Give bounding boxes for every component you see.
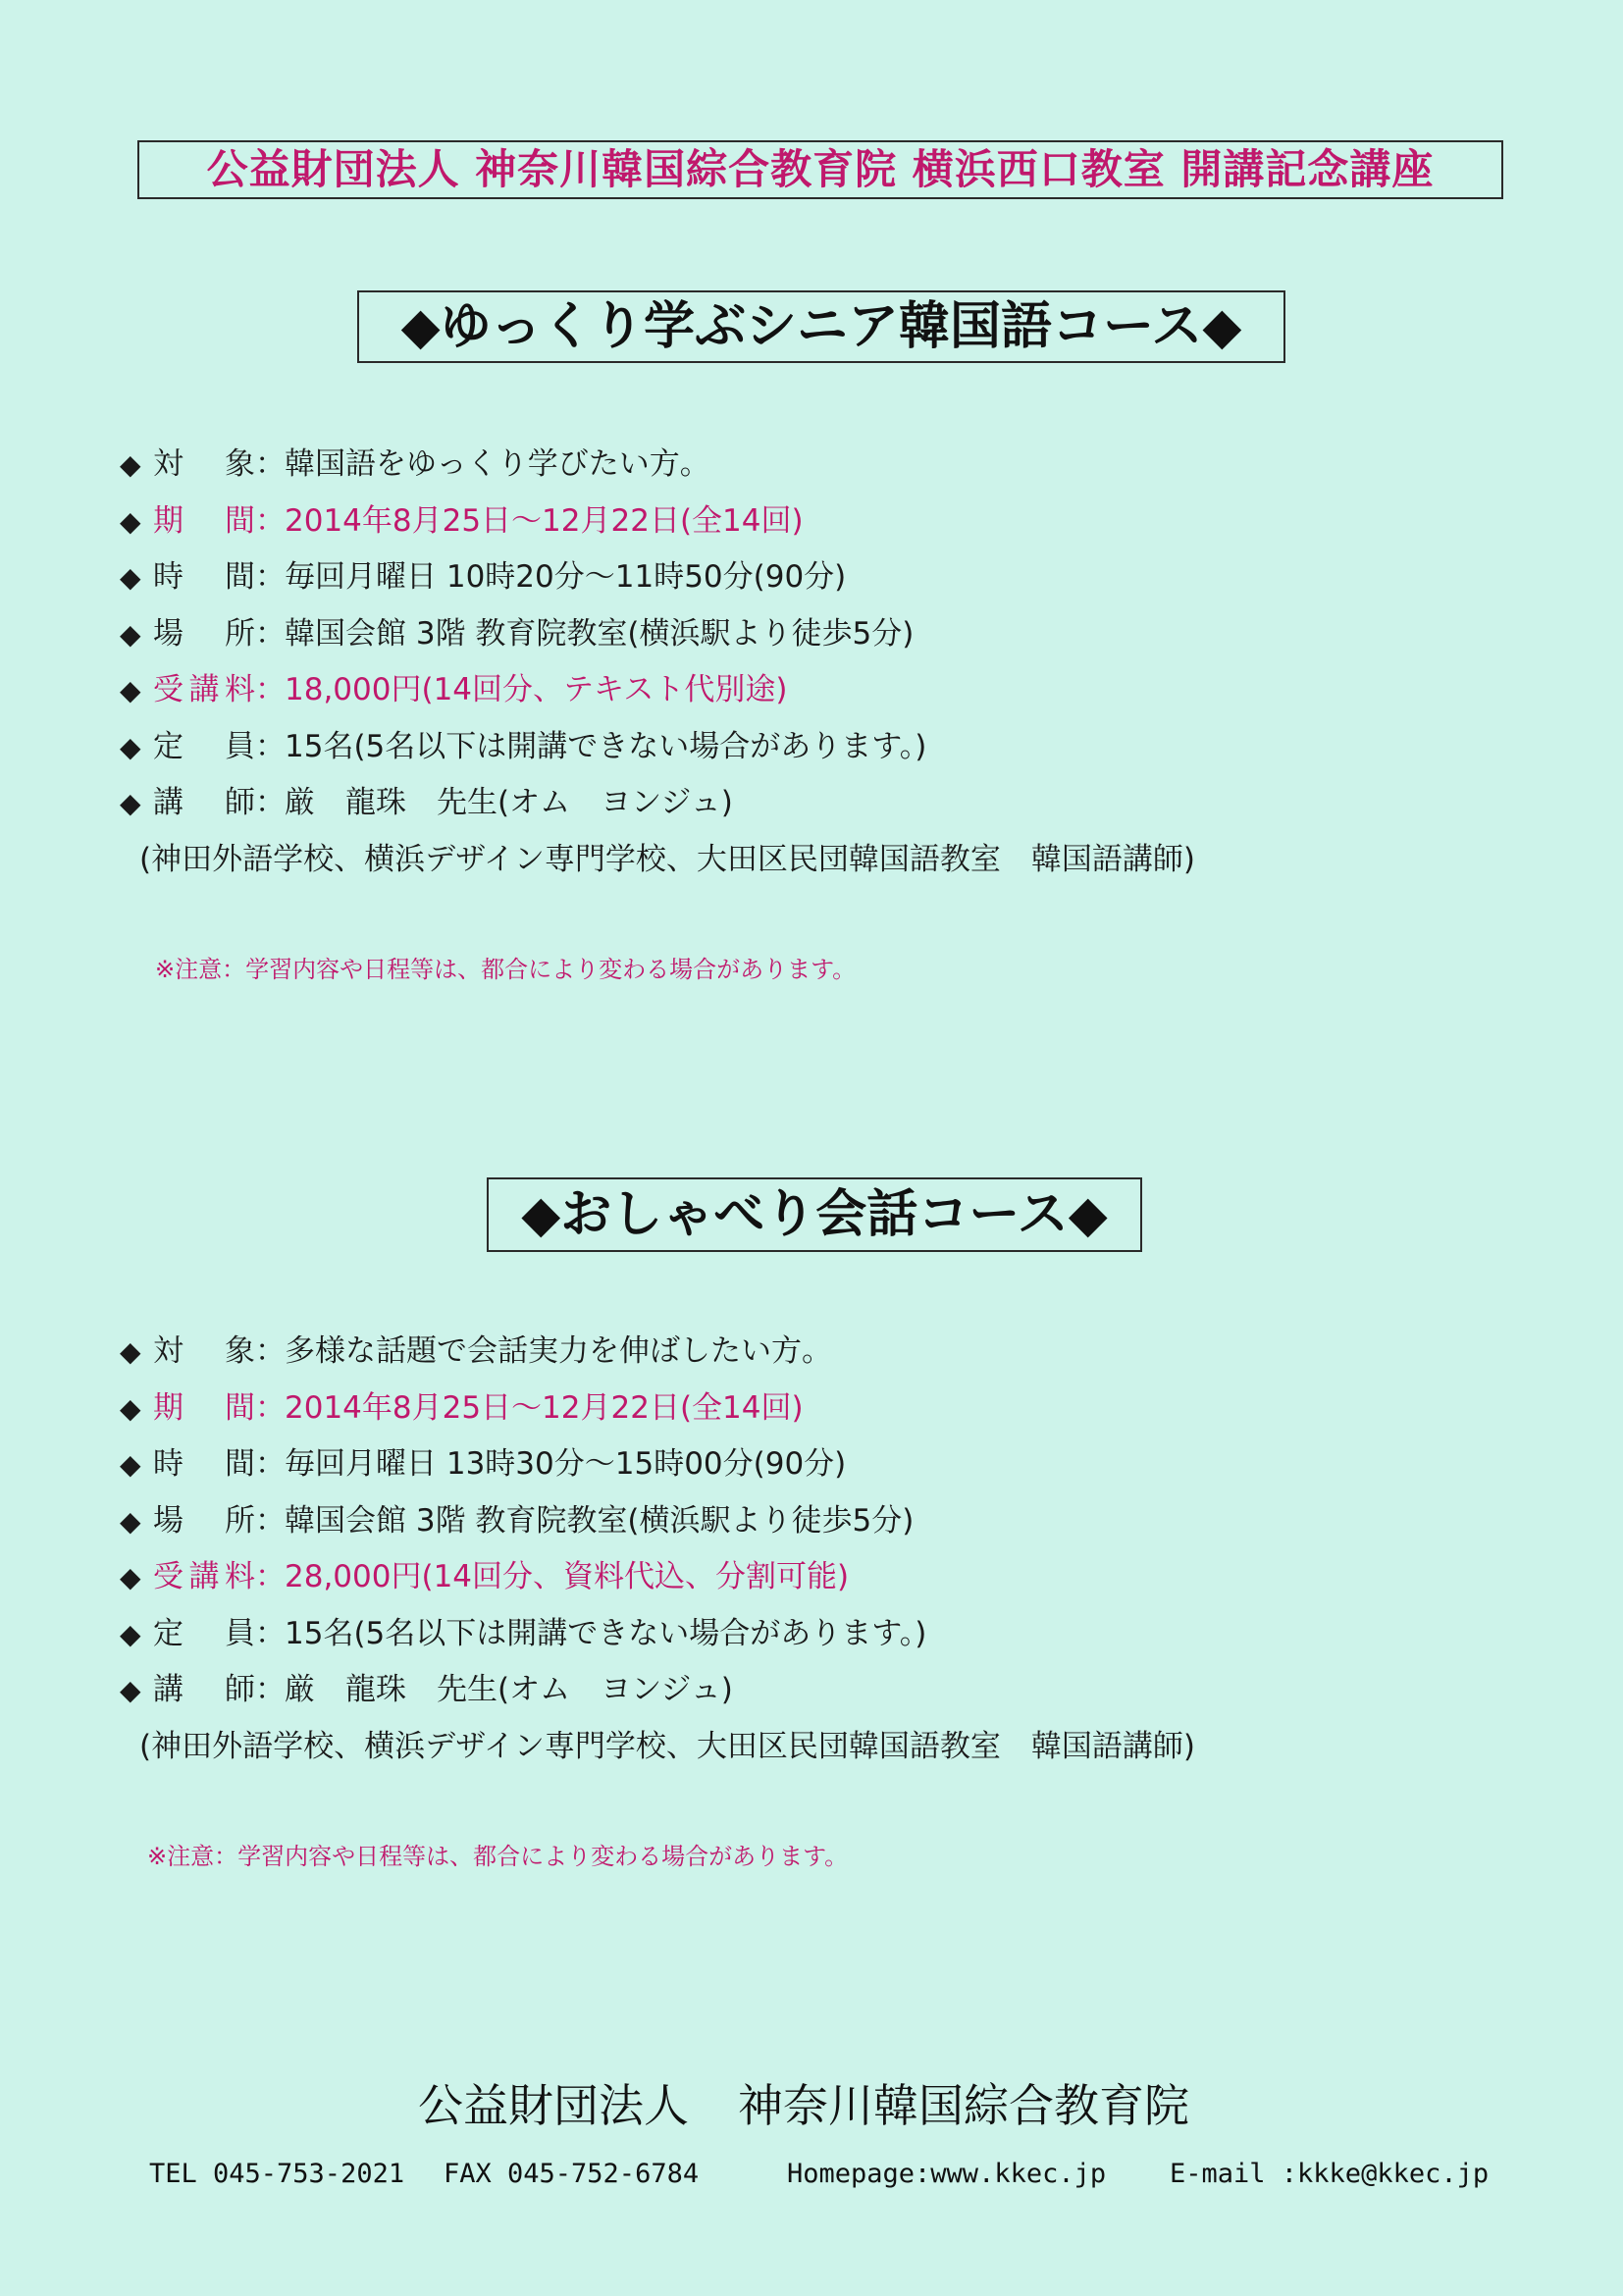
row-value: 韓国会館 3階 教育院教室(横浜駅より徒歩5分): [285, 1502, 915, 1539]
diamond-icon: ◆: [120, 730, 141, 763]
diamond-icon: ◆: [120, 617, 141, 651]
diamond-icon: ◆: [120, 674, 141, 706]
course1-row-target: ◆ 対 象 ： 韓国語をゆっくり学びたい方。: [120, 437, 1195, 494]
row-label: 場 所: [153, 615, 255, 652]
course2-row-time: ◆ 時 間 ： 毎回月曜日 13時30分～15時00分(90分): [120, 1436, 1195, 1493]
course2-row-period: ◆ 期 間 ： 2014年8月25日～12月22日(全14回): [120, 1381, 1195, 1437]
row-label: 時 間: [153, 559, 255, 595]
footer-contact: [149, 2159, 1489, 2189]
course2-caution: ※注意：学習内容や日程等は、都合により変わる場合があります。: [147, 1843, 849, 1870]
row-value: 韓国語をゆっくり学びたい方。: [285, 446, 710, 482]
row-label: 対 象: [153, 1333, 255, 1369]
course1-row-place: ◆ 場 所 ： 韓国会館 3階 教育院教室(横浜駅より徒歩5分): [120, 606, 1195, 663]
footer-tel: TEL 045-753-2021: [149, 2159, 405, 2189]
row-label: 定 員: [153, 728, 255, 764]
course2-row-teacher: ◆ 講 師 ： 厳 龍珠 先生(オム ヨンジュ): [120, 1662, 1195, 1719]
course2-teacher-note: (神田外語学校、横浜デザイン専門学校、大田区民団韓国語教室 韓国語講師): [139, 1728, 1196, 1764]
course2-row-target: ◆ 対 象 ： 多様な話題で会話実力を伸ばしたい方。: [120, 1324, 1195, 1381]
row-label: 定 員: [153, 1615, 255, 1651]
row-value: 15名(5名以下は開講できない場合があります。): [285, 1615, 927, 1651]
diamond-icon: ◆: [120, 1448, 141, 1481]
row-value: 28,000円(14回分、資料代込、分割可能): [285, 1559, 850, 1594]
diamond-icon: ◆: [120, 1391, 141, 1425]
row-label: 期 間: [153, 502, 255, 539]
row-value: 厳 龍珠 先生(オム ヨンジュ): [285, 785, 733, 820]
course1-teacher-note: (神田外語学校、横浜デザイン専門学校、大田区民団韓国語教室 韓国語講師): [139, 841, 1196, 877]
row-label: 対 象: [153, 446, 255, 482]
row-value: 15名(5名以下は開講できない場合があります。): [285, 728, 927, 764]
row-value: 18,000円(14回分、テキスト代別途): [285, 672, 788, 707]
row-value: 2014年8月25日～12月22日(全14回): [285, 1389, 804, 1426]
row-label: 期 間: [153, 1389, 255, 1426]
row-value: 厳 龍珠 先生(オム ヨンジュ): [285, 1672, 733, 1707]
diamond-icon: ◆: [120, 448, 141, 481]
diamond-icon: ◆: [120, 1617, 141, 1650]
footer-organization: [418, 2070, 1189, 2135]
row-value: 2014年8月25日～12月22日(全14回): [285, 502, 804, 539]
header-title: 公益財団法人 神奈川韓国綜合教育院 横浜西口教室 開講記念講座: [137, 140, 1503, 199]
course2-details: [120, 1324, 1195, 1775]
row-value: 毎回月曜日 10時20分～11時50分(90分): [285, 559, 847, 595]
footer-email[interactable]: E-mail :kkke@kkec.jp: [1170, 2159, 1490, 2189]
course1-row-fee: ◆ 受講料 ： 18,000円(14回分、テキスト代別途): [120, 662, 1195, 719]
course1-row-capacity: ◆ 定 員 ： 15名(5名以下は開講できない場合があります。): [120, 719, 1195, 776]
row-value: 毎回月曜日 13時30分～15時00分(90分): [285, 1446, 847, 1482]
row-value: 韓国会館 3階 教育院教室(横浜駅より徒歩5分): [285, 615, 915, 652]
row-label: 受講料: [153, 1559, 255, 1594]
footer-fax: FAX 045-752-6784: [444, 2159, 700, 2189]
diamond-icon: ◆: [120, 561, 141, 594]
course2-row-place: ◆ 場 所 ： 韓国会館 3階 教育院教室(横浜駅より徒歩5分): [120, 1493, 1195, 1550]
diamond-icon: ◆: [120, 1504, 141, 1538]
course1-row-teacher: ◆ 講 師 ： 厳 龍珠 先生(オム ヨンジュ): [120, 775, 1195, 832]
row-label: 場 所: [153, 1502, 255, 1539]
footer-org-type: 公益財団法人: [418, 2079, 689, 2132]
course1-title: ◆ゆっくり学ぶシニア韓国語コース◆: [357, 290, 1285, 363]
row-label: 時 間: [153, 1446, 255, 1482]
course2-title: ◆おしゃべり会話コース◆: [487, 1177, 1142, 1252]
row-value: 多様な話題で会話実力を伸ばしたい方。: [285, 1333, 832, 1369]
footer-homepage[interactable]: Homepage:www.kkec.jp: [787, 2159, 1107, 2189]
row-label: 講 師: [153, 1672, 255, 1707]
footer-org-name: 神奈川韓国綜合教育院: [738, 2079, 1189, 2132]
diamond-icon: ◆: [120, 787, 141, 819]
row-label: 講 師: [153, 785, 255, 820]
diamond-icon: ◆: [120, 1561, 141, 1593]
course1-row-time: ◆ 時 間 ： 毎回月曜日 10時20分～11時50分(90分): [120, 549, 1195, 606]
course2-row-fee: ◆ 受講料 ： 28,000円(14回分、資料代込、分割可能): [120, 1549, 1195, 1606]
diamond-icon: ◆: [120, 504, 141, 538]
course1-row-period: ◆ 期 間 ： 2014年8月25日～12月22日(全14回): [120, 494, 1195, 550]
row-label: 受講料: [153, 672, 255, 707]
diamond-icon: ◆: [120, 1335, 141, 1368]
course2-row-capacity: ◆ 定 員 ： 15名(5名以下は開講できない場合があります。): [120, 1606, 1195, 1663]
course1-caution: ※注意：学習内容や日程等は、都合により変わる場合があります。: [155, 956, 857, 983]
course1-details: [120, 437, 1195, 888]
diamond-icon: ◆: [120, 1674, 141, 1706]
